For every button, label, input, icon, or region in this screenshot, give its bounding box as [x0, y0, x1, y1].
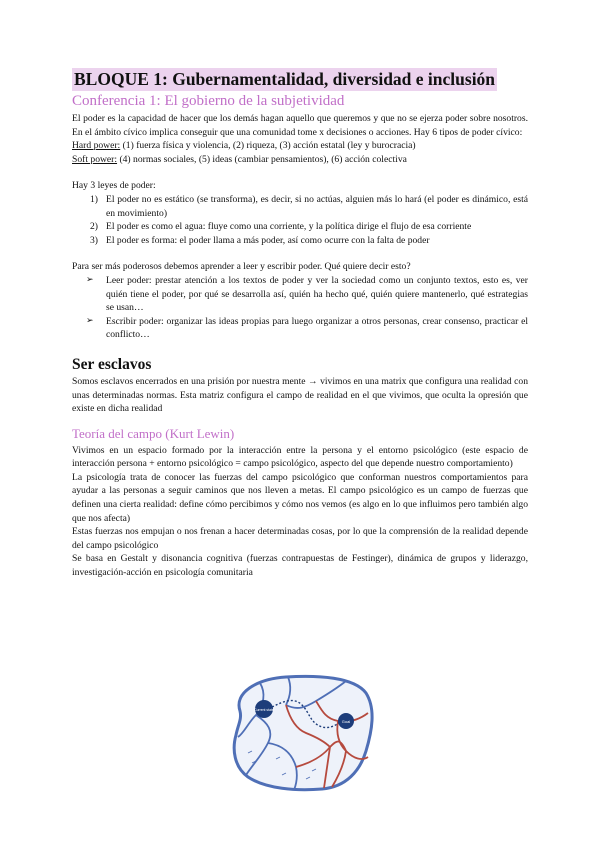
- hard-power-label: Hard power:: [72, 140, 121, 152]
- slaves-text: Somos esclavos encerrados en una prisión por nuestra mente → vivimos en una matrix que configura una realidad con unas determinadas normas. Esta matriz configura el campo de realidad en el que vivimos, que oculta la opresión que existe en dicha realidad: [72, 375, 528, 415]
- document-page: [72, 68, 528, 580]
- power-intro: El poder es la capacidad de hacer que los demás hagan aquello que queremos y que no se ejerza poder sobre nosotros. En el ámbito cívico implica conseguir que una comunidad tome x decisiones o acciones. Hay 6 tipos de poder cívico:: [72, 113, 528, 138]
- field-boundary: [234, 676, 372, 789]
- slaves-heading: Ser esclavos: [72, 355, 152, 373]
- conference-title: Conferencia 1: El gobierno de la subjetividad: [72, 93, 345, 109]
- current-state-label: Current state: [254, 708, 274, 712]
- field-paragraph: Se basa en Gestalt y disonancia cognitiva (fuerzas contrapuestas de Festinger), dinámica de grupos y liderazgo, investigación-acción en psicología comunitaria: [72, 553, 528, 579]
- field-paragraph: Vivimos en un espacio formado por la interacción entre la persona y el entorno psicológico (este espacio de interacción persona + entorno psicológico = campo psicológico, aspecto del que depende nuestro comportamiento): [72, 444, 528, 470]
- laws-intro: Hay 3 leyes de poder:: [72, 180, 156, 192]
- field-diagram: [226, 671, 376, 795]
- list-item: 1) El poder no es estático (se transforma), es decir, si no actúas, alguien más lo hará (el poder es dinámico, está en movimiento): [90, 193, 528, 219]
- list-item: ➢ Leer poder: prestar atención a los textos de poder y ver la sociedad como un conjunto textos, esto es, ver quién tiene el poder, por qué se desarrolla así, quién ha hecho qué, quién quiere mantenerlo, qué estrategias se usan…: [86, 274, 528, 314]
- field-paragraph: Estas fuerzas nos empujan o nos frenan a hacer determinadas cosas, por lo que la comprensión de la realidad depende del campo psicológico: [72, 526, 528, 551]
- list-item: 3) El poder es forma: el poder llama a más poder, así como ocurre con la falta de poder: [90, 234, 430, 246]
- block-heading: BLOQUE 1: Gubernamentalidad, diversidad e inclusión: [74, 69, 496, 89]
- read-write-intro: Para ser más poderosos debemos aprender a leer y escribir poder. Qué quiere decir esto?: [72, 261, 411, 273]
- soft-power-label: Soft power:: [72, 153, 118, 165]
- goal-label: Goal: [341, 719, 351, 724]
- soft-power-line: [72, 153, 528, 167]
- list-item: 2) El poder es como el agua: fluye como una corriente, y la política dirige el flujo de esa corriente: [90, 221, 472, 233]
- list-item: ➢ Escribir poder: organizar las ideas propias para luego organizar a otros personas, crear consenso, practicar el conflicto…: [86, 315, 528, 341]
- read-write-list: [72, 274, 528, 342]
- field-theory-heading: Teoría del campo (Kurt Lewin): [72, 425, 235, 441]
- arrow-bullet-icon: ➢: [86, 274, 94, 285]
- arrow-bullet-icon: ➢: [86, 315, 94, 326]
- soft-power-text: (4) normas sociales, (5) ideas (cambiar pensamientos), (6) acción colectiva: [117, 153, 407, 165]
- laws-list: [72, 193, 528, 247]
- field-paragraph: La psicología trata de conocer las fuerzas del campo psicológico que conforman nuestros comportamientos para ayudar a las personas a seguir caminos que nos lleven a metas. El campo psicológico es un campo de fuerzas que definen una cierta realidad: define cómo percibimos y cómo nos vemos (es algo en lo que influimos pero también algo que nos afecta): [72, 471, 528, 524]
- hard-power-line: [72, 139, 528, 153]
- hard-power-text: (1) fuerza física y violencia, (2) riqueza, (3) acción estatal (ley y burocracia): [120, 140, 416, 152]
